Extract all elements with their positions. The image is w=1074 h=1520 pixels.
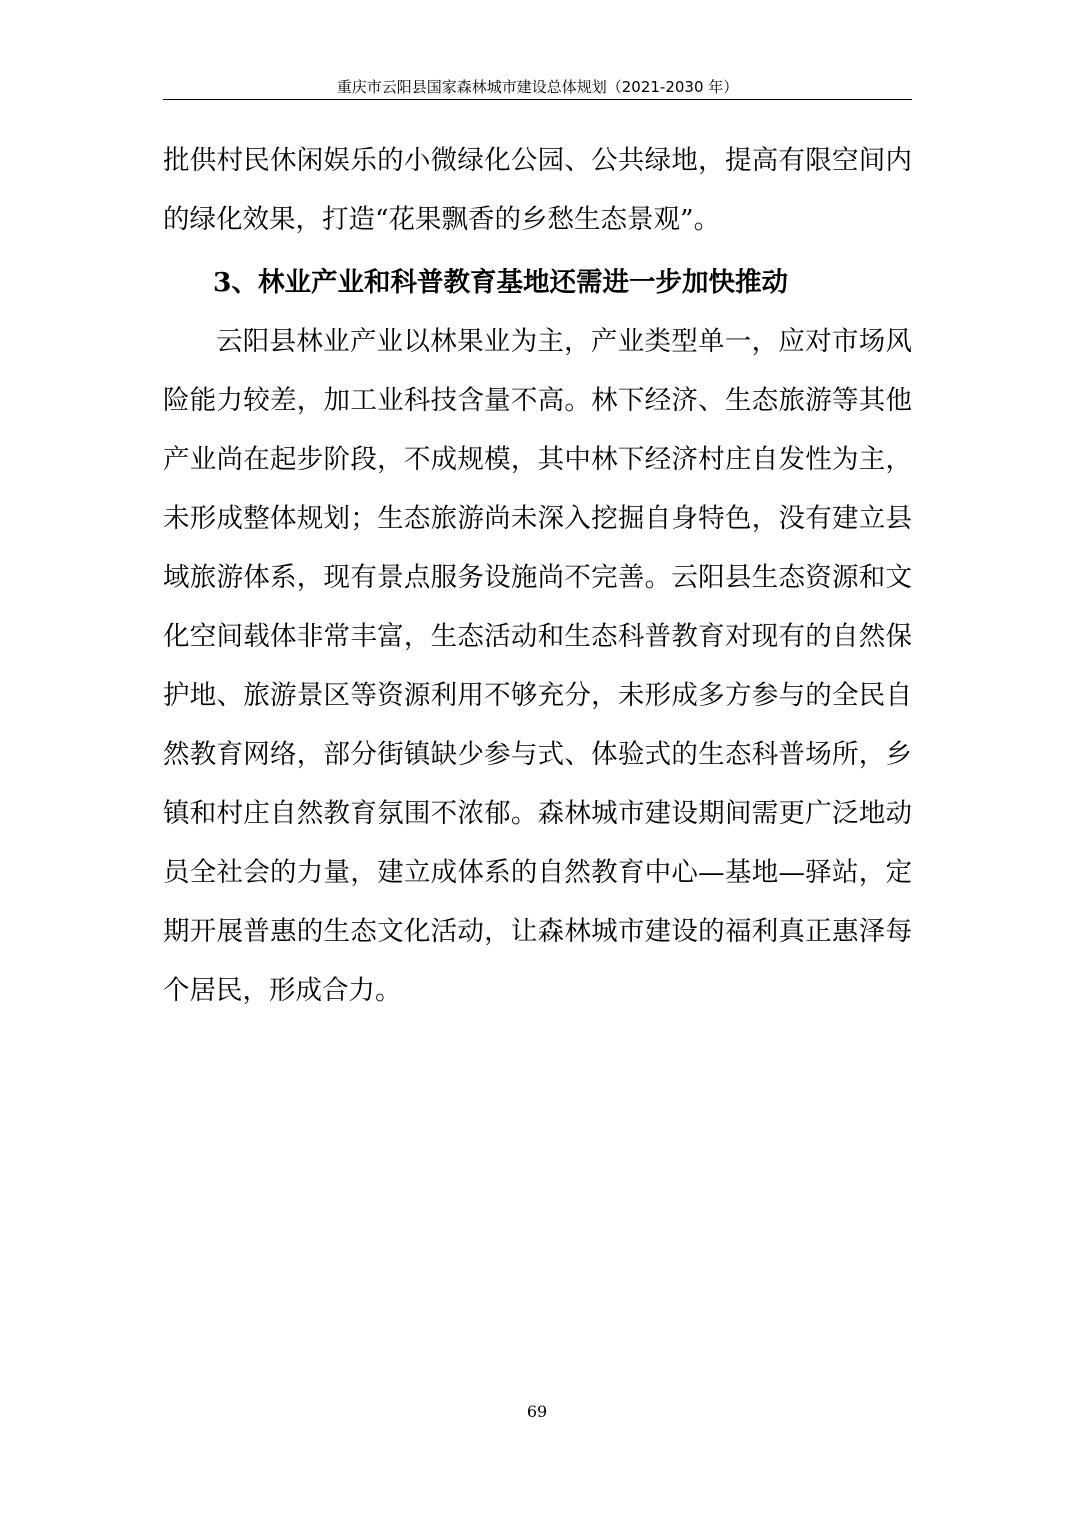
- section-heading: 3、林业产业和科普教育基地还需进一步加快推动: [213, 267, 788, 298]
- header-divider: [163, 99, 912, 100]
- page-number: 69: [526, 1402, 548, 1421]
- paragraph-continued: 批供村民休闲娱乐的小微绿化公园、公共绿地，提高有限空间内的绿化效果，打造“花果飘香的乡愁生态景观”。: [163, 145, 912, 235]
- page-header-title: 重庆市云阳县国家森林城市建设总体规划（2021-2030 年）: [336, 78, 739, 96]
- paragraph-main: 云阳县林业产业以林果业为主，产业类型单一，应对市场风险能力较差，加工业科技含量不高。林下经济、生态旅游等其他产业尚在起步阶段，不成规模，其中林下经济村庄自发性为主，未形成整体规划；生态旅游尚未深入挖掘自身特色，没有建立县域旅游体系，现有景点服务设施尚不完善。云阳县生态资源和文化空间载体非常丰富，生态活动和生态科普教育对现有的自然保护地、旅游景区等资源利用不够充分，未形成多方参与的全民自然教育网络，部分街镇缺少参与式、体验式的生态科普场所，乡镇和村庄自然教育氛围不浓郁。森林城市建设期间需更广泛地动员全社会的力量，建立成体系的自然教育中心—基地—驿站，定期开展普惠的生态文化活动，让森林城市建设的福利真正惠泽每个居民，形成合力。: [163, 326, 912, 1006]
